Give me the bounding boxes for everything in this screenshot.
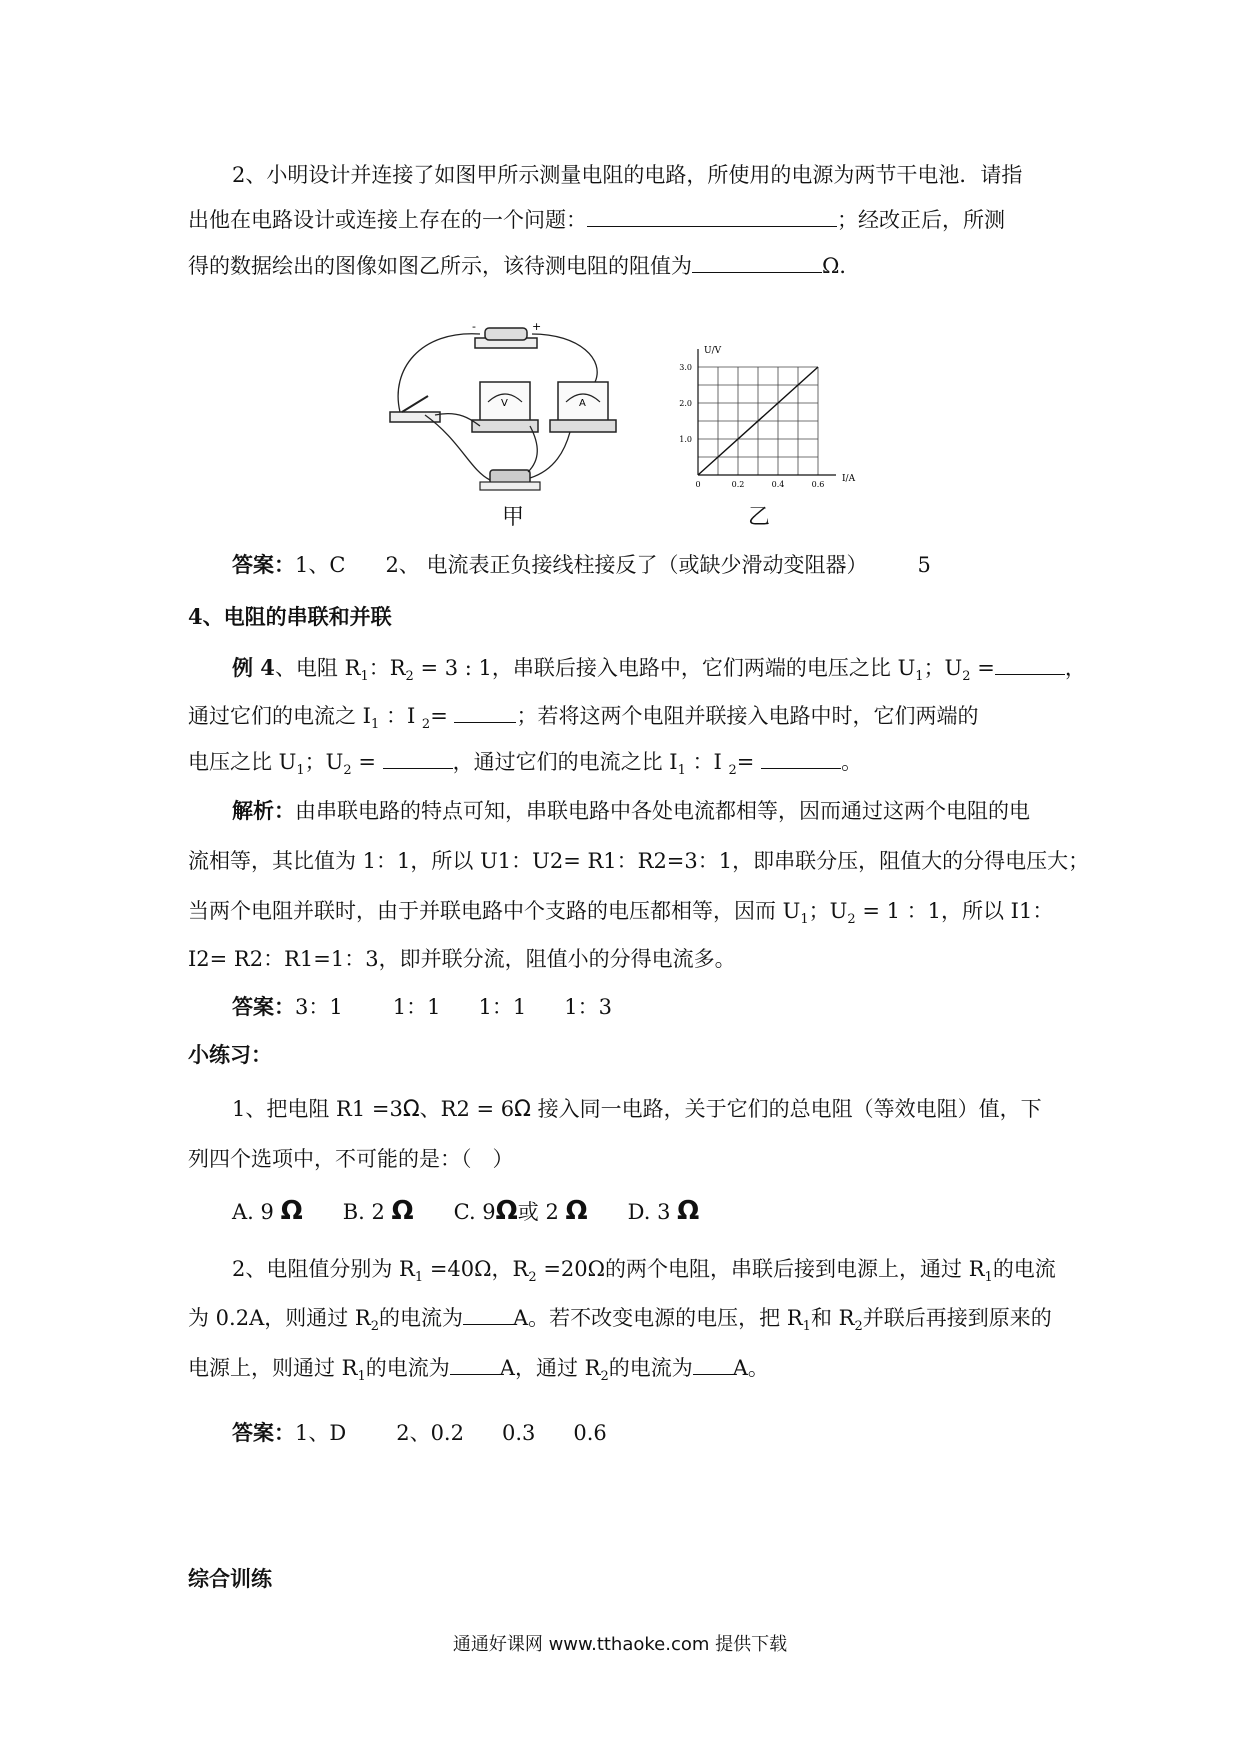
figure-caption-right: 乙 [748, 505, 771, 530]
y-axis-label: U/V [704, 346, 722, 356]
answer-blank [454, 700, 516, 723]
analysis-line-3: 当两个电阻并联时，由于并联电路中个支路的电压都相等，因而 $U_1$；$U_2 = 1$ ：1，所以 I1： [188, 899, 1054, 928]
voltmeter-label: V [501, 398, 508, 409]
q2-line-3 [188, 250, 860, 281]
example-4-line-1: 例 4、电阻 $R_1$：$R_2 = 3$ : 1，串联后接入电路中，它们两端的电压之比 $U_1$；$U_2$ = ， [232, 652, 1086, 692]
ui-chart [660, 340, 860, 500]
ammeter-label: A [579, 398, 586, 409]
q2-text: 得的数据绘出的图像如图乙所示，该待测电阻的阻值为 [188, 254, 692, 278]
analysis-line-4: I2= R2：R1=1：3，即并联分流，阻值小的分得电流多。 [188, 947, 736, 971]
answer-value: 5 [917, 553, 931, 577]
practice-1-line-1: 1、把电阻 R1 =3Ω、R2 = 6Ω 接入同一电路，关于它们的总电阻（等效电阻）值，下 [232, 1097, 1042, 1122]
y-tick-label: 2.0 [679, 399, 692, 408]
q2-text: Ω． [822, 254, 861, 278]
q2-line-2 [188, 204, 1005, 235]
option-d: D. 3 Ω [627, 1196, 700, 1226]
option-b: B. 2 Ω [342, 1196, 414, 1226]
option-c: C. 9Ω或 2 Ω [453, 1196, 588, 1226]
answer-value: 2、 电流表正负接线柱接反了（或缺少滑动变阻器） [385, 553, 868, 577]
option-a: A. 9 Ω [232, 1196, 303, 1226]
answer-blank [692, 250, 822, 273]
answer-3: 答案：1、D 2、0.2 0.3 0.6 [232, 1420, 607, 1445]
x-tick-label: 0 [695, 480, 701, 489]
practice-2-line-2: 为 0.2A，则通过 $R_2$的电流为 A。若不改变电源的电压，把 $R_1$和 $R_2$并联后再接到原来的 [188, 1302, 1052, 1342]
answer-blank [383, 746, 453, 769]
analysis-line-1: 解析：由串联电路的特点可知，串联电路中各处电流都相等，因而通过这两个电阻的电 [232, 798, 1030, 823]
example-4-line-2: 通过它们的电流之 $I_1$ ：I $_2$= ；若将这两个电阻并联接入电路中时，它们两端的 [188, 700, 978, 740]
q2-line-1: 2、小明设计并连接了如图甲所示测量电阻的电路，所使用的电源为两节干电池．请指 [232, 163, 1023, 187]
answer-blank [450, 1352, 500, 1375]
circuit-figure [380, 320, 620, 500]
answer-label: 答案： [232, 552, 295, 577]
answer-blank [761, 746, 841, 769]
battery-icon [485, 328, 527, 340]
x-tick-label: 0.6 [811, 480, 825, 489]
answer-2: 答案：3：1 1：1 1：1 1：3 [232, 994, 612, 1019]
footer-text: 通通好课网 www.tthaoke.com 提供下载 [452, 1634, 788, 1655]
y-tick-label: 1.0 [679, 435, 692, 444]
y-tick-label: 3.0 [679, 363, 692, 372]
figure-caption-left: 甲 [502, 505, 525, 530]
analysis-line-2: 流相等，其比值为 1：1，所以 U1：U2= R1：R2=3：1，即串联分压，阻值大的分得电压大； [188, 849, 1090, 873]
omega-symbol: Ω [514, 1097, 531, 1122]
answer-label: 答案： [232, 1420, 295, 1445]
practice-1-options [232, 1196, 699, 1227]
answer-blank [463, 1302, 513, 1325]
practice-1-line-2: 列四个选项中，不可能的是：（ ） [188, 1147, 514, 1171]
q2-text: 出他在电路设计或连接上存在的一个问题： [188, 208, 587, 232]
q2-text: ；经改正后，所测 [837, 208, 1005, 232]
answer-label: 答案： [232, 994, 295, 1019]
answer-1 [232, 550, 931, 580]
svg-text:-: - [472, 320, 476, 333]
practice-2-line-1: 2、电阻值分别为 $R_1 =40\Omega$，$R_2 =20\Omega$的两个电阻，串联后接到电源上，通过 $R_1$的电流 [232, 1257, 1056, 1286]
analysis-label: 解析： [232, 798, 295, 823]
synthesis-title: 综合训练 [188, 1566, 272, 1591]
omega-symbol: Ω [402, 1097, 420, 1122]
answer-blank [587, 204, 837, 227]
x-axis-label: I/A [842, 474, 856, 484]
x-tick-label: 0.4 [771, 480, 785, 489]
x-tick-label: 0.2 [731, 480, 745, 489]
svg-text:+: + [532, 320, 542, 333]
answer-blank [995, 652, 1065, 675]
example-4-line-3: 电压之比 $U_1$；$U_2$ = ，通过它们的电流之比 $I_1$ ：I $_2$= 。 [188, 746, 862, 786]
practice-2-line-3: 电源上，则通过 $R_1$的电流为 A，通过 $R_2$的电流为 A。 [188, 1352, 769, 1392]
answer-value: 1、C [295, 553, 346, 577]
example-label: 例 4 [232, 655, 275, 680]
section-4-title: 4、电阻的串联和并联 [188, 604, 392, 629]
answer-blank [693, 1352, 733, 1375]
practice-title: 小练习： [188, 1042, 272, 1067]
